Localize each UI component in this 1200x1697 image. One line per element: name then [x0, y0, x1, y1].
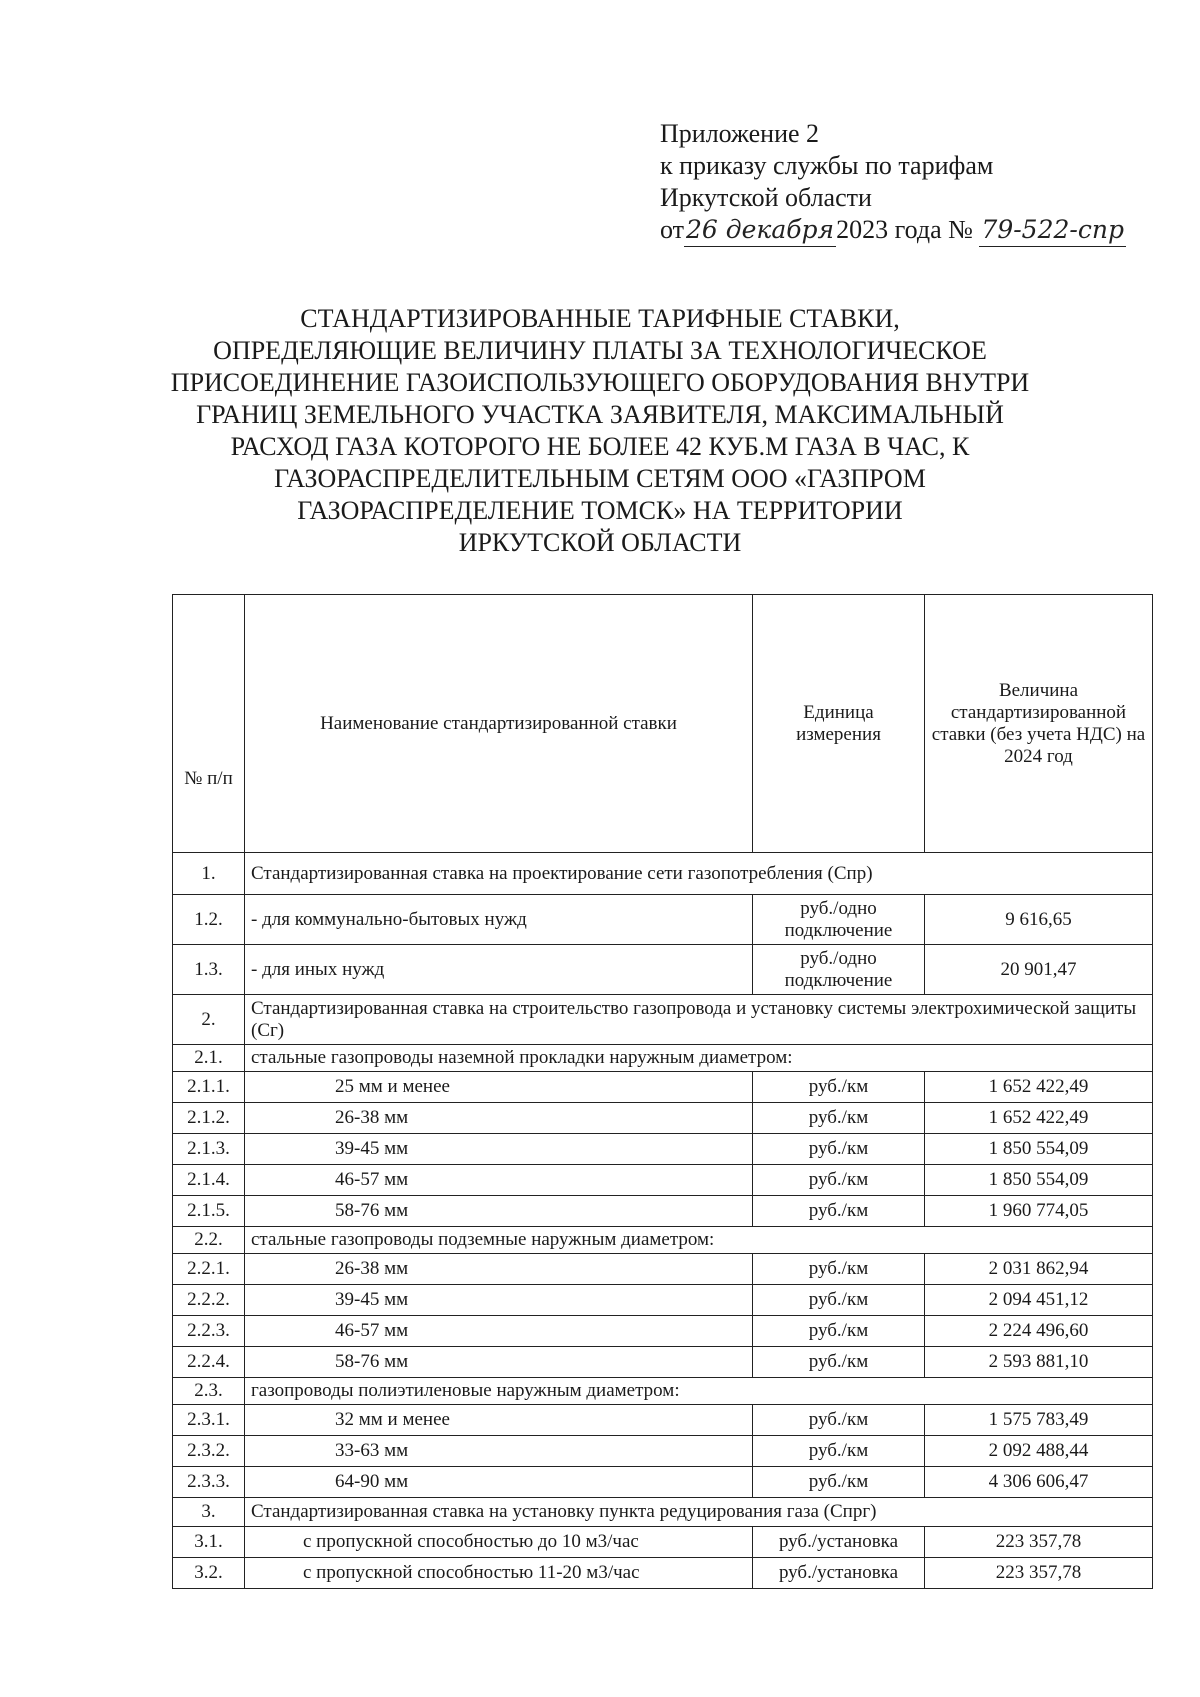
row-name: 58-76 мм [245, 1196, 753, 1227]
row-name: 58-76 мм [245, 1347, 753, 1378]
title-line: ПРИСОЕДИНЕНИЕ ГАЗОИСПОЛЬЗУЮЩЕГО ОБОРУДОВАНИЯ ВНУТРИ [170, 368, 1030, 397]
row-name: с пропускной способностью 11-20 м3/час [245, 1558, 753, 1589]
row-unit: руб./км [753, 1165, 925, 1196]
header-value: Величина стандартизированной ставки (без учета НДС) на 2024 год [925, 595, 1153, 853]
row-unit: руб./одно подключение [753, 945, 925, 995]
row-value: 1 652 422,49 [925, 1072, 1153, 1103]
row-value: 1 575 783,49 [925, 1405, 1153, 1436]
row-value: 223 357,78 [925, 1558, 1153, 1589]
table-row [173, 1498, 1153, 1527]
table-header-row [173, 595, 1153, 853]
row-name: 39-45 мм [245, 1134, 753, 1165]
table-row [173, 1196, 1153, 1227]
appendix-line-2: к приказу службы по тарифам [660, 151, 994, 180]
row-number: 2.1.1. [173, 1072, 245, 1103]
row-value: 2 094 451,12 [925, 1285, 1153, 1316]
row-unit: руб./установка [753, 1527, 925, 1558]
row-unit: руб./км [753, 1405, 925, 1436]
appendix-line-1: Приложение 2 [660, 119, 820, 148]
tariff-table [172, 594, 1153, 1589]
row-section-name: газопроводы полиэтиленовые наружным диаметром: [245, 1378, 1153, 1405]
row-name: - для коммунально-бытовых нужд [245, 895, 753, 945]
row-unit: руб./км [753, 1347, 925, 1378]
row-unit: руб./км [753, 1254, 925, 1285]
row-value: 2 031 862,94 [925, 1254, 1153, 1285]
row-number: 2.2. [173, 1227, 245, 1254]
table-row [173, 1165, 1153, 1196]
row-value: 2 092 488,44 [925, 1436, 1153, 1467]
table-row [173, 1527, 1153, 1558]
row-number: 2.1.3. [173, 1134, 245, 1165]
row-number: 2.1.2. [173, 1103, 245, 1134]
row-number: 2. [173, 995, 245, 1045]
row-number: 2.2.2. [173, 1285, 245, 1316]
handwritten-order-number: 79-522-спр [979, 214, 1126, 247]
table-row [173, 853, 1153, 895]
table-body [173, 853, 1153, 1589]
row-value: 1 652 422,49 [925, 1103, 1153, 1134]
row-number: 1.2. [173, 895, 245, 945]
row-section-name: стальные газопроводы наземной прокладки наружным диаметром: [245, 1045, 1153, 1072]
date-prefix: от [660, 215, 685, 244]
table-row [173, 1072, 1153, 1103]
row-number: 3.2. [173, 1558, 245, 1589]
row-name: 33-63 мм [245, 1436, 753, 1467]
table-row [173, 1316, 1153, 1347]
title-line: РАСХОД ГАЗА КОТОРОГО НЕ БОЛЕЕ 42 КУБ.М ГАЗА В ЧАС, К [230, 432, 970, 461]
title-line: СТАНДАРТИЗИРОВАННЫЕ ТАРИФНЫЕ СТАВКИ, [300, 304, 900, 333]
row-value: 9 616,65 [925, 895, 1153, 945]
row-unit: руб./одно подключение [753, 895, 925, 945]
table-row [173, 1103, 1153, 1134]
row-number: 2.1.4. [173, 1165, 245, 1196]
table-row [173, 945, 1153, 995]
row-name: с пропускной способностью до 10 м3/час [245, 1527, 753, 1558]
title-line: ГАЗОРАСПРЕДЕЛИТЕЛЬНЫМ СЕТЯМ ООО «ГАЗПРОМ [274, 464, 926, 493]
header-number: № п/п [173, 595, 245, 853]
row-value: 2 224 496,60 [925, 1316, 1153, 1347]
table-row [173, 1254, 1153, 1285]
row-number: 1.3. [173, 945, 245, 995]
row-name: 46-57 мм [245, 1165, 753, 1196]
row-name: 39-45 мм [245, 1285, 753, 1316]
title-line: ГАЗОРАСПРЕДЕЛЕНИЕ ТОМСК» НА ТЕРРИТОРИИ [297, 496, 903, 525]
row-unit: руб./км [753, 1316, 925, 1347]
table-row [173, 1558, 1153, 1589]
row-section-name: Стандартизированная ставка на установку пункта редуцирования газа (Спрг) [245, 1498, 1153, 1527]
title-line: ИРКУТСКОЙ ОБЛАСТИ [458, 528, 742, 557]
row-unit: руб./км [753, 1467, 925, 1498]
appendix-date-line [660, 214, 1126, 247]
row-unit: руб./км [753, 1103, 925, 1134]
row-number: 2.2.4. [173, 1347, 245, 1378]
appendix-line-3: Иркутской области [660, 183, 872, 212]
row-unit: руб./км [753, 1134, 925, 1165]
row-unit: руб./установка [753, 1558, 925, 1589]
row-number: 2.3.2. [173, 1436, 245, 1467]
row-section-name: Стандартизированная ставка на строительство газопровода и установку системы электрохимической защиты (Сг) [245, 995, 1153, 1045]
row-number: 2.1.5. [173, 1196, 245, 1227]
row-number: 2.3.1. [173, 1405, 245, 1436]
year-text: 2023 года № [836, 215, 973, 244]
header-unit: Единица измерения [753, 595, 925, 853]
row-number: 2.2.1. [173, 1254, 245, 1285]
table-row [173, 1467, 1153, 1498]
row-unit: руб./км [753, 1196, 925, 1227]
table-row [173, 1347, 1153, 1378]
row-number: 3. [173, 1498, 245, 1527]
table-row [173, 1378, 1153, 1405]
row-name: - для иных нужд [245, 945, 753, 995]
row-number: 1. [173, 853, 245, 895]
table-row [173, 1405, 1153, 1436]
title-line: ГРАНИЦ ЗЕМЕЛЬНОГО УЧАСТКА ЗАЯВИТЕЛЯ, МАКСИМАЛЬНЫЙ [196, 400, 1004, 429]
row-number: 2.3. [173, 1378, 245, 1405]
row-number: 2.3.3. [173, 1467, 245, 1498]
appendix-block [660, 118, 1126, 247]
row-value: 4 306 606,47 [925, 1467, 1153, 1498]
row-value: 1 850 554,09 [925, 1134, 1153, 1165]
row-value: 1 850 554,09 [925, 1165, 1153, 1196]
row-number: 3.1. [173, 1527, 245, 1558]
row-unit: руб./км [753, 1436, 925, 1467]
row-name: 26-38 мм [245, 1103, 753, 1134]
row-name: 46-57 мм [245, 1316, 753, 1347]
header-name: Наименование стандартизированной ставки [245, 595, 753, 853]
row-name: 26-38 мм [245, 1254, 753, 1285]
row-name: 64-90 мм [245, 1467, 753, 1498]
row-name: 32 мм и менее [245, 1405, 753, 1436]
document-title [120, 303, 1080, 559]
table-row [173, 1227, 1153, 1254]
table-row [173, 1045, 1153, 1072]
table-row [173, 895, 1153, 945]
handwritten-date: 26 декабря [684, 214, 836, 247]
row-value: 20 901,47 [925, 945, 1153, 995]
row-value: 2 593 881,10 [925, 1347, 1153, 1378]
row-value: 1 960 774,05 [925, 1196, 1153, 1227]
row-unit: руб./км [753, 1072, 925, 1103]
row-name: 25 мм и менее [245, 1072, 753, 1103]
row-unit: руб./км [753, 1285, 925, 1316]
table-row [173, 1285, 1153, 1316]
row-section-name: стальные газопроводы подземные наружным диаметром: [245, 1227, 1153, 1254]
row-number: 2.1. [173, 1045, 245, 1072]
row-section-name: Стандартизированная ставка на проектирование сети газопотребления (Спр) [245, 853, 1153, 895]
title-line: ОПРЕДЕЛЯЮЩИЕ ВЕЛИЧИНУ ПЛАТЫ ЗА ТЕХНОЛОГИЧЕСКОЕ [213, 336, 987, 365]
table-row [173, 1134, 1153, 1165]
table-row [173, 995, 1153, 1045]
table-row [173, 1436, 1153, 1467]
row-number: 2.2.3. [173, 1316, 245, 1347]
row-value: 223 357,78 [925, 1527, 1153, 1558]
